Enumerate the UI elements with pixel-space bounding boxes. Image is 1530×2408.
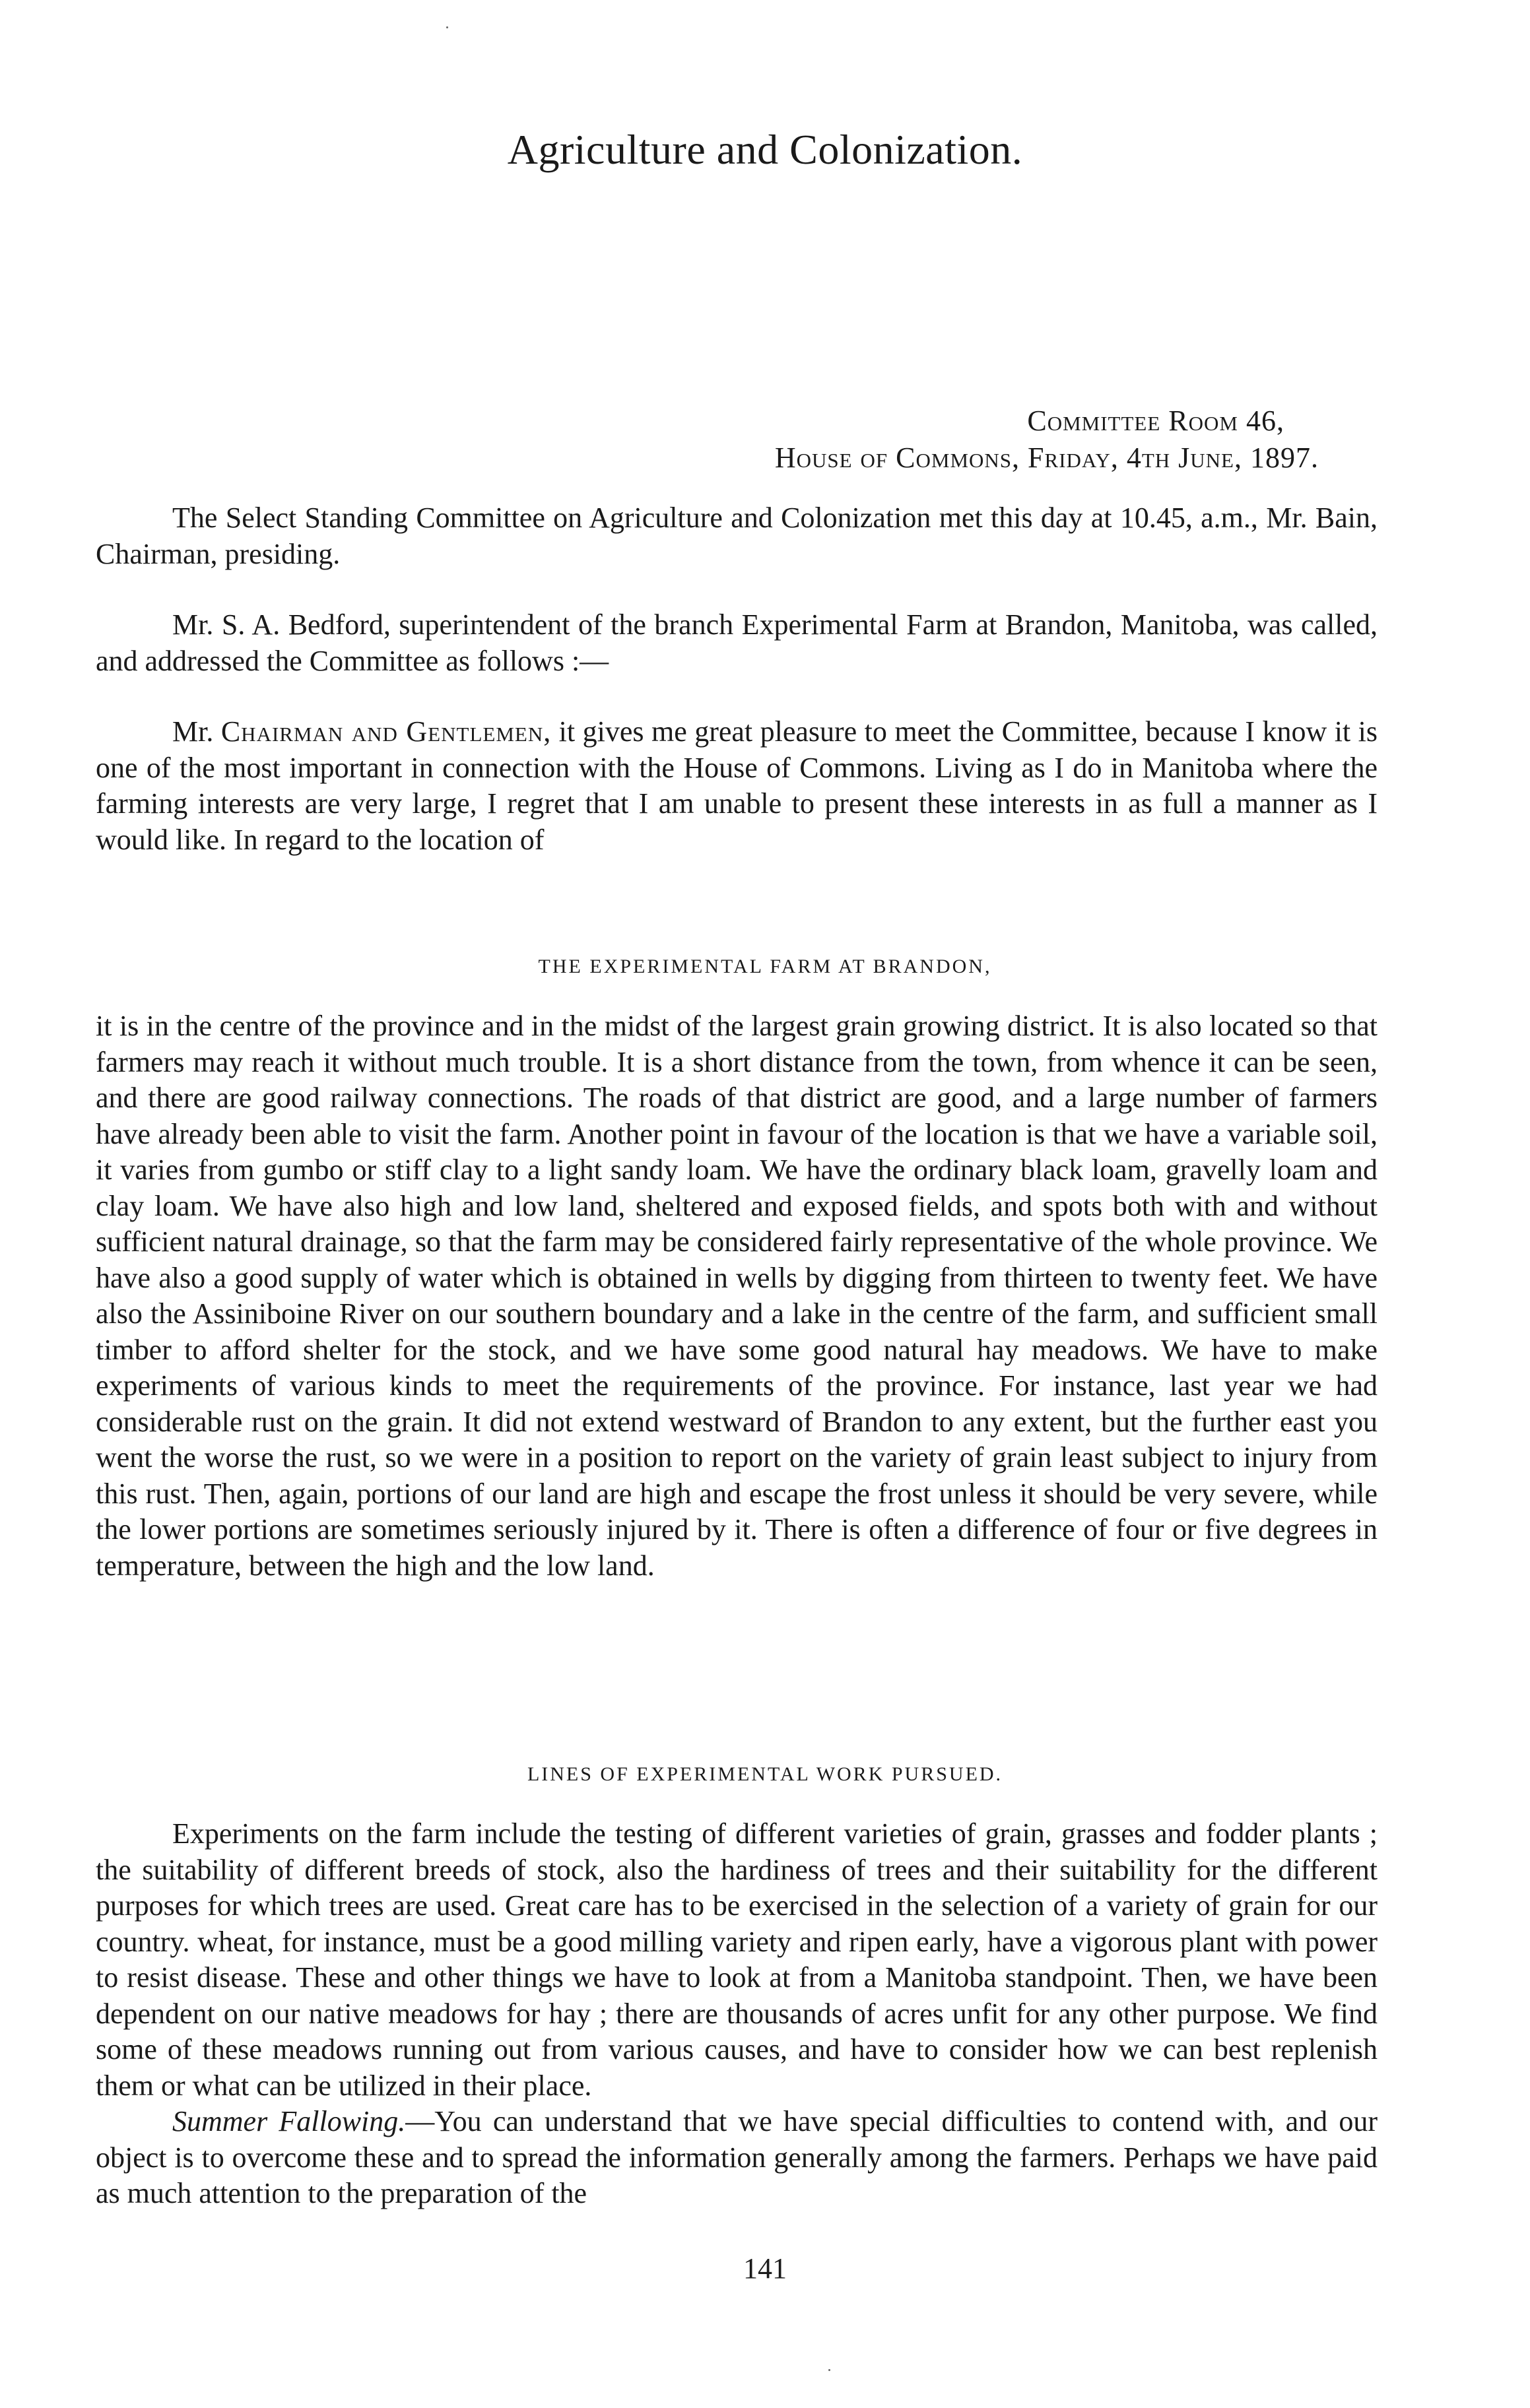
committee-room-line: Committee Room 46, xyxy=(1027,405,1284,437)
section-1-block xyxy=(96,1008,1378,1584)
address-opening-paragraph xyxy=(96,714,1378,858)
section-2-block xyxy=(96,1816,1378,2212)
section-heading-experimental-work: LINES OF EXPERIMENTAL WORK PURSUED. xyxy=(527,1763,1003,1785)
paper-speck xyxy=(828,2369,830,2371)
paper-speck xyxy=(446,26,448,28)
page-number: 141 xyxy=(743,2252,787,2285)
section-2-paragraph: Experiments on the farm include the testing of different varieties of grain, grasses and fodder plants ; the suitability of different breeds of stock, also the hardiness of trees and their suitability for the different purposes for which trees are used. Great care has to be exercised in the selection of a variety of grain for our country. wheat, for instance, must be a good milling variety and ripen early, have a vigorous plant with power to resist disease. These and other things we have to look at from a Manitoba standpoint. Then, we have been dependent on our native meadows for hay ; there are thousands of acres unfit for any other purpose. We find some of these meadows running out from various causes, and have to consider how we can best replenish them or what can be utilized in their place. xyxy=(96,1817,1378,2102)
address-opening-block xyxy=(96,714,1378,858)
summer-fallowing-body: —You can understand that we have special difficulties to contend with, and our object is to overcome these and to spread the information generally among the farmers. Perhaps we have paid as much attention to the preparation of the xyxy=(96,2105,1378,2209)
address-body: it gives me great pleasure to meet the Committee, because I know it is one of the most important in connection with the House of Commons. Living as I do in Manitoba where the farming interests are very large, I regret that I am unable to present these interests in as full a manner as I would like. In regard to the location of xyxy=(96,715,1378,856)
intro-paragraph-2: Mr. S. A. Bedford, superintendent of the branch Experimental Farm at Brandon, Manitoba, was called, and addressed the Committee as follows :— xyxy=(96,608,1378,677)
address-salutation: Chairman and Gentlemen, xyxy=(220,715,552,748)
location-date-line: House of Commons, Friday, 4th June, 1897. xyxy=(774,441,1319,474)
intro-paragraph-1-block xyxy=(96,500,1378,572)
address-lead: Mr. xyxy=(172,715,221,748)
section-1-paragraph: it is in the centre of the province and in the midst of the largest grain growing district. It is also located so that farmers may reach it without much trouble. It is a short distance from the town, from whence it can be seen, and there are good railway connections. The roads of that district are good, and a large number of farmers have already been able to visit the farm. Another point in favour of the location is that we have a variable soil, it varies from gumbo or stiff clay to a light sandy loam. We have the ordinary black loam, gravelly loam and clay loam. We have also high and low land, sheltered and exposed fields, and spots both with and without sufficient natural drainage, so that the farm may be considered fairly representative of the whole province. We have also a good supply of water which is obtained in wells by digging from thirteen to twenty feet. We have also the Assiniboine River on our southern boundary and a lake in the centre of the farm, and sufficient small timber to afford shelter for the stock, and we have some good natural hay meadows. We have to make experiments of various kinds to meet the requirements of the province. For instance, last year we had considerable rust on the grain. It did not extend westward of Brandon to any extent, but the further east you went the worse the rust, so we were in a position to report on the variety of grain least subject to injury from this rust. Then, again, portions of our land are high and escape the frost unless it should be very severe, while the lower portions are sometimes seriously injured by it. There is often a difference of four or five degrees in temperature, between the high and the low land. xyxy=(96,1010,1378,1582)
summer-fallowing-paragraph xyxy=(96,2104,1378,2212)
section-heading-experimental-farm: THE EXPERIMENTAL FARM AT BRANDON, xyxy=(538,956,992,977)
page-title: Agriculture and Colonization. xyxy=(507,126,1023,173)
summer-fallowing-heading: Summer Fallowing. xyxy=(172,2105,406,2137)
intro-paragraph-2-block xyxy=(96,607,1378,679)
intro-paragraph-1: The Select Standing Committee on Agriculture and Colonization met this day at 10.45, a.m., Mr. Bain, Chairman, presiding. xyxy=(96,502,1378,570)
